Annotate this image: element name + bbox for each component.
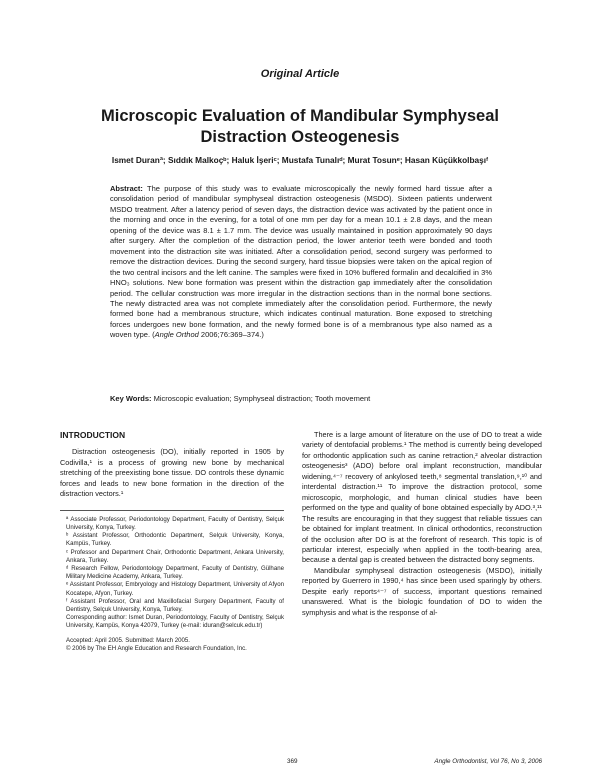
body-paragraph-2: Mandibular symphyseal distraction osteogenesis (MSDO), initially reported by Guerrero in 1990,⁴ has since been used sparingly by others. Despite early reports⁴⁻⁷ of success, important questions remained unanswered. What is the biologic foundation of DO to widen the symphysis and what is the response of al- [302,565,542,617]
left-column [60,430,284,653]
abstract-label: Abstract: [110,184,143,193]
article-title: Microscopic Evaluation of Mandibular Symphyseal Distraction Osteogenesis [101,107,499,146]
article-type-label: Original Article [260,68,340,80]
page-number: 369 [287,758,298,765]
footnote-e: ᵉ Assistant Professor, Embryology and Histology Department, University of Afyon Kocatepe, Afyon, Turkey. [66,581,284,597]
footnote-f: ᶠ Assistant Professor, Oral and Maxillofacial Surgery Department, Faculty of Dentistry, Selçuk University, Konya, Turkey. [66,597,284,613]
footnote-divider [60,510,284,511]
footnote-d: ᵈ Research Fellow, Periodontology Department, Faculty of Dentistry, Gülhane Military Medicine Academy, Ankara, Turkey. [66,564,284,581]
keywords-label: Key Words: [110,394,152,403]
right-column [302,430,542,618]
author-list: Ismet Duranª; Sıddık Malkoçᵇ; Haluk İşeriᶜ; Mustafa Tunalıᵈ; Murat Tosunᵉ; Hasan Küçükkolbaşıᶠ [111,155,489,165]
footnote-c: ᶜ Professor and Department Chair, Orthodontic Department, Ankara University, Ankara, Turkey. [66,548,284,564]
intro-paragraph-1: Distraction osteogenesis (DO), initially reported in 1905 by Codivilla,¹ is a process of growing new bone by mechanical stretching of the preexisting bone tissue. DO controls these dynamic forces and leads to new bone formation in the direction of the distraction vectors.¹ [60,447,284,499]
copyright-notice: © 2006 by The EH Angle Education and Research Foundation, Inc. [66,644,247,652]
page-footer [0,758,600,768]
abstract-citation-journal: Angle Orthod [154,330,199,340]
keywords-body: Microscopic evaluation; Symphyseal distraction; Tooth movement [151,394,371,403]
corresponding-author: Corresponding author: Ismet Duran, Periodontology, Faculty of Dentistry, Selçuk University, Kampüs, Konya 42079, Turkey (e-mail: iduran@selcuk.edu.tr) [66,614,284,630]
abstract-citation-open: ( [150,330,155,340]
journal-citation: Angle Orthodontist, Vol 76, No 3, 2006 [434,758,542,765]
keywords [110,394,492,404]
abstract [110,184,492,341]
body-paragraph-1: There is a large amount of literature on the use of DO to treat a wide variety of dentofacial problems.¹ The method is currently being developed for orthodontic application such as canine retraction,² alveolar distraction osteogenesis³ (ADO) before oral implant reconstruction, mandibular widening,⁴⁻⁷ recovery of ankylosed teeth,⁸ segmental translation,⁹,¹⁰ and interdental distraction.¹¹ To improve the distraction protocol, some microscopic, morphologic, and human clinical studies have been performed on the type and quality of bone obtained especially by ADO.³,¹¹ The results are encouraging in that they suggest that reliable tissues can be obtained for implant treatment. In clinical orthodontics, reconstruction of the occlusion after DO is at the forefront of research. This topic is of particular interest, especially when applied in the tooth-bearing area, because a dental gap is created between the distracted bony segments. [302,430,542,565]
footnote-a: ª Associate Professor, Periodontology Department, Faculty of Dentistry, Selçuk University, Konya, Turkey. [66,515,284,531]
section-heading-introduction: INTRODUCTION [60,430,126,440]
footnotes [60,516,284,653]
received-dates: Accepted: April 2005. Submitted: March 2005. [66,636,190,644]
abstract-body: The purpose of this study was to evaluate microscopically the newly formed hard tissue after a consolidation period of mandibular symphyseal distraction osteogenesis (MSDO). Sixteen patients underwent MSDO treatment. After a latency period of seven days, the distraction device was activated by the patient once in the morning and once in the evening, for a total of one mm per day for a mean 10.1 ± 2.8 days, and the mean opening of the device was 8.1 ± 1.7 mm. The device was usually maintained in position approximately 90 days after surgery. After the completion of the distraction period, the lower anterior teeth were bonded and tooth movement into the distraction site was initiated. After a consolidation period, second surgery was performed to remove the distraction devices. During the second surgery, hard tissue biopsies were taken on the apical region of the two central incisors and the left canine. The samples were fixed in 10% buffered formalin and decalcified in 3% HNO₃ solutions. New bone formation was present within the distraction gap immediately after the consolidation period. The cellular construction was more irregular in the distraction sections than in the normal bone sections. The newly distracted area was not complete immediately after the consolidation period. Furthermore, the newly formed bone had a membranous structure, which indicates continual maturation. Bone exposed to stretching forces undergoes new bone formation, and the newly formed bone is of a membranous type also named as a woven type. [110,184,492,340]
footnote-b: ᵇ Assistant Professor, Orthodontic Department, Selçuk University, Konya, Kampüs, Turkey. [66,532,284,548]
abstract-citation-rest: 2006;76:369–374.) [198,330,264,340]
